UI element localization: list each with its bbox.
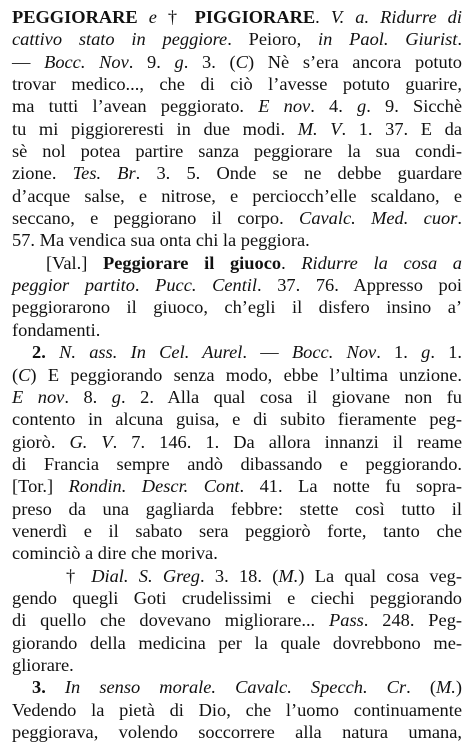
italic-text: Bocc. Nov: [44, 51, 129, 72]
text-line: [12, 185, 462, 207]
body-text: di quello che dovevano migliorare...: [12, 610, 330, 631]
text-line: [12, 274, 462, 296]
italic-text: cattivo stato in peggiore: [12, 29, 228, 50]
body-text: . 9.: [128, 51, 175, 72]
body-text: d’acque salse, e nitrose, e perciocch’elle scaldano, e: [12, 185, 462, 206]
body-text: . 1.: [376, 342, 422, 363]
body-text: [Val.]: [46, 252, 104, 273]
body-text: . 3. 18. (: [199, 565, 279, 586]
body-text: —: [12, 51, 45, 72]
italic-text: In senso morale. Cavalc. Specch. Cr: [64, 677, 407, 698]
body-text: . 37. 76. Appresso poi: [257, 275, 462, 296]
body-text: gendo quegli Goti crudelissimi e ciechi peggiorando: [12, 587, 462, 608]
text-line: [12, 565, 462, 587]
italic-text: Tes. Br: [72, 163, 136, 184]
text-line: [12, 364, 462, 386]
text-line: [12, 95, 462, 117]
text-line: [12, 252, 462, 274]
body-text: . 1.: [430, 342, 462, 363]
body-text: preso da una gagliarda febbre: stette così tutto il: [12, 498, 462, 519]
headword-text: PEGGIORARE: [12, 7, 138, 27]
body-text: . 7. 146. 1. Da allora innanzi il reame: [112, 431, 462, 452]
body-text: .: [281, 252, 302, 273]
body-text: .: [457, 29, 462, 50]
text-line: [12, 73, 462, 95]
italic-text: g: [357, 96, 367, 117]
body-text: †: [66, 565, 92, 586]
italic-text: Pucc. Centil: [155, 275, 258, 296]
body-text: . 41. La notte fu sopra-: [239, 476, 462, 497]
italic-text: Cavalc. Med. cuor: [299, 208, 458, 229]
italic-text: Dial. S. Greg: [91, 565, 200, 586]
body-text: ): [455, 677, 462, 698]
body-text: 57. Ma vendica sua onta chi la peggiora.: [12, 230, 310, 251]
body-text: di Francia sempre andò dibassando e peggiorando.: [12, 453, 462, 474]
body-text: [138, 7, 149, 27]
text-line: [12, 341, 462, 363]
body-text: giorando della medicina per la quale dovrebbono me-: [12, 632, 462, 653]
italic-text: e: [148, 7, 157, 27]
body-text: . —: [242, 342, 292, 363]
body-text: zione.: [12, 163, 73, 184]
headword-text: 3.: [32, 677, 65, 698]
body-text: ) Nè s’era ancora potuto: [247, 51, 462, 72]
body-text: .: [134, 275, 156, 296]
body-text: . 8.: [64, 386, 112, 407]
italic-text: peggior partito: [12, 275, 135, 296]
body-text: trovar medico..., che di ciò l’avesse potuto guarire,: [12, 74, 462, 95]
italic-text: C: [235, 51, 248, 72]
body-text: [Tor.]: [12, 476, 69, 497]
body-text: . Peioro,: [227, 29, 319, 50]
text-line: [12, 162, 462, 184]
body-text: peggiorava, volendo soccorrere alla natura umana,: [12, 722, 462, 742]
body-text: ma tutti l’avean peggiorato.: [12, 96, 259, 117]
text-line: [12, 386, 462, 408]
italic-text: Bocc. Nov: [291, 342, 377, 363]
italic-text: M.: [435, 677, 456, 698]
text-line: [12, 51, 462, 73]
text-line: [12, 676, 462, 698]
italic-text: g: [174, 51, 184, 72]
italic-text: M.: [278, 565, 299, 586]
body-text: †: [156, 7, 195, 27]
text-line: [12, 520, 462, 542]
text-line: [12, 453, 462, 475]
italic-text: Ridurre la cosa a: [301, 252, 462, 273]
body-text: . 248. Peg-: [363, 610, 463, 631]
body-text: peggiorarono il giuoco, ch’egli il disfero insino a’: [12, 297, 462, 318]
italic-text: g: [111, 386, 121, 407]
body-text: venerdì e il sabato sera peggiorò forte, tanto che: [12, 520, 462, 541]
body-text: . 3. (: [183, 51, 236, 72]
body-text: (: [12, 364, 19, 385]
body-text: . 9. Sicchè: [366, 96, 462, 117]
text-line: [12, 207, 462, 229]
text-line: [12, 296, 462, 318]
text-line: [12, 542, 462, 564]
body-text: .: [315, 7, 331, 27]
text-line: [12, 6, 462, 28]
text-line: [12, 408, 462, 430]
italic-text: N. ass. In Cel. Aurel: [59, 342, 243, 363]
body-text: Vedendo la pietà di Dio, che l’uomo continuamente: [12, 699, 462, 720]
text-line: [12, 28, 462, 50]
headword-text: Peggiorare il giuoco: [103, 252, 282, 273]
text-line: [12, 654, 462, 676]
italic-text: E nov: [12, 386, 65, 407]
body-text: . 1. 37. E da: [341, 118, 462, 139]
body-text: . (: [406, 677, 436, 698]
headword-text: PIGGIORARE: [194, 7, 316, 27]
italic-text: Rondin. Descr. Cont: [68, 476, 240, 497]
italic-text: V. a. Ridurre di: [330, 7, 462, 27]
italic-text: M. V: [297, 118, 342, 139]
italic-text: E nov: [258, 96, 311, 117]
text-line: [12, 699, 462, 721]
text-line: [12, 609, 462, 631]
body-text: . 3. 5. Onde se ne debbe guardare: [135, 163, 462, 184]
body-text: .: [457, 208, 462, 229]
text-line: [12, 118, 462, 140]
text-line: [12, 632, 462, 654]
body-text: . 4.: [310, 96, 357, 117]
text-line: [12, 140, 462, 162]
body-text: ) La qual cosa veg-: [298, 565, 463, 586]
italic-text: Pass: [329, 610, 364, 631]
body-text: sè nol potea partire sanza peggiorare la sua condi-: [12, 141, 462, 162]
body-text: ) E peggiorando senza modo, ebbe l’ultima unzione.: [30, 364, 462, 385]
body-text: tu mi piggioreresti in due modi.: [12, 118, 298, 139]
body-text: cominciò a dire che moriva.: [12, 543, 218, 564]
text-line: [12, 229, 462, 251]
body-text: seccano, e peggiorano il corpo.: [12, 208, 300, 229]
text-line: [12, 498, 462, 520]
text-line: [12, 475, 462, 497]
body-text: contento in alcuna guisa, e di subito fieramente peg-: [12, 409, 462, 430]
headword-text: 2.: [32, 342, 60, 363]
italic-text: in Paol. Giurist: [318, 29, 458, 50]
text-line: [12, 319, 462, 341]
body-text: gliorare.: [12, 654, 74, 675]
body-text: giorò.: [12, 431, 70, 452]
italic-text: G. V: [69, 431, 113, 452]
italic-text: C: [18, 364, 31, 385]
italic-text: g: [421, 342, 431, 363]
text-line: [12, 721, 462, 743]
text-line: [12, 431, 462, 453]
text-line: [12, 587, 462, 609]
body-text: fondamenti.: [12, 319, 101, 340]
body-text: . 2. Alla qual cosa il giovane non fu: [121, 386, 462, 407]
